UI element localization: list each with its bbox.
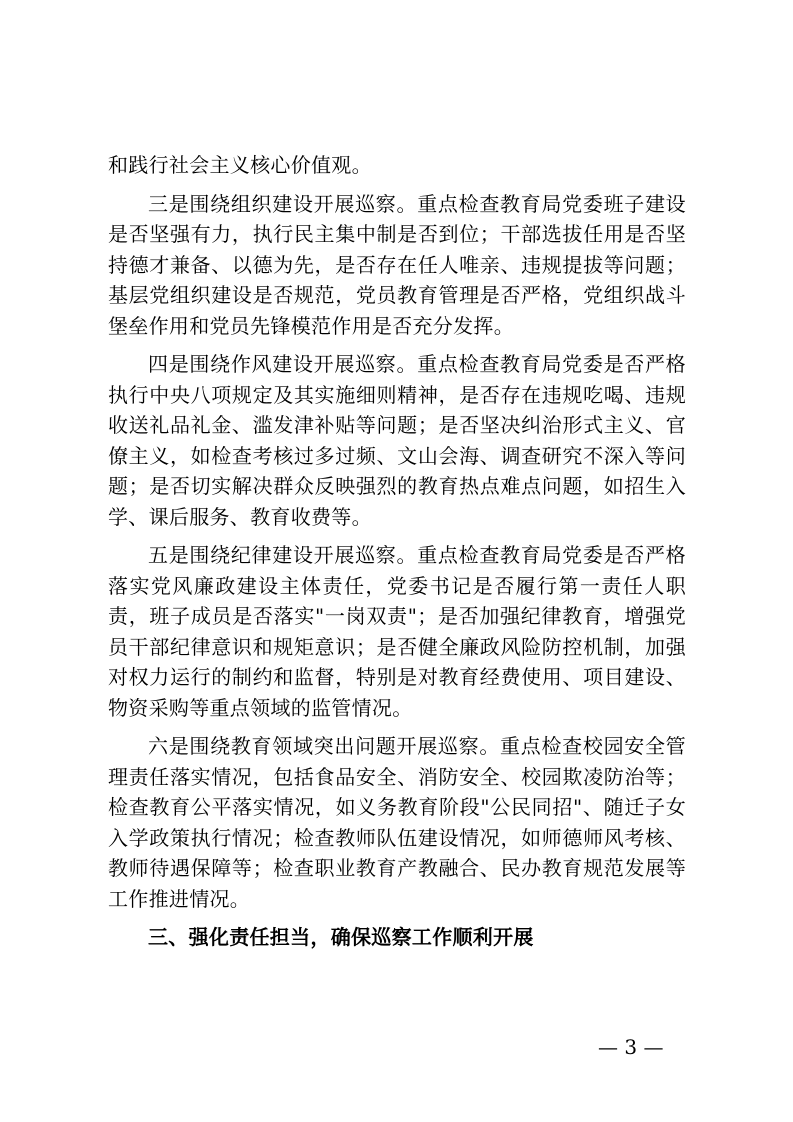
page-number: — 3 — [598, 1035, 664, 1059]
paragraph-discipline-inspection: 五是围绕纪律建设开展巡察。重点检查教育局党委是否严格落实党风廉政建设主体责任，党委书记是否履行第一责任人职责，班子成员是否落实"一岗双责"；是否加强纪律教育，增强党员干部纪律意识和规矩意识；是否健全廉政风险防控机制，加强对权力运行的制约和监督，特别是对教育经费使用、项目建设、物资采购等重点领域的监管情况。 [108, 543, 686, 720]
paragraph-organization-inspection: 三是围绕组织建设开展巡察。重点检查教育局党委班子建设是否坚强有力，执行民主集中制是否到位；干部选拔任用是否坚持德才兼备、以德为先，是否存在任人唯亲、违规提拔等问题；基层党组织建设是否规范，党员教育管理是否严格，党组织战斗堡垒作用和党员先锋模范作用是否充分发挥。 [108, 191, 686, 338]
paragraph-education-issues-inspection: 六是围绕教育领域突出问题开展巡察。重点检查校园安全管理责任落实情况，包括食品安全、消防安全、校园欺凌防治等；检查教育公平落实情况，如义务教育阶段"公民同招"、随迁子女入学政策执行情况；检查教师队伍建设情况，如师德师风考核、教师待遇保障等；检查职业教育产教融合、民办教育规范发展等工作推进情况。 [108, 734, 686, 911]
section-heading: 三、强化责任担当，确保巡察工作顺利开展 [148, 925, 534, 949]
paragraph-work-style-inspection: 四是围绕作风建设开展巡察。重点检查教育局党委是否严格执行中央八项规定及其实施细则精神，是否存在违规吃喝、违规收送礼品礼金、滥发津补贴等问题；是否坚决纠治形式主义、官僚主义，如检查考核过多过频、文山会海、调查研究不深入等问题；是否切实解决群众反映强烈的教育热点难点问题，如招生入学、课后服务、教育收费等。 [108, 352, 686, 529]
paragraph-continuation: 和践行社会主义核心价值观。 [108, 153, 372, 177]
document-body [108, 150, 686, 953]
